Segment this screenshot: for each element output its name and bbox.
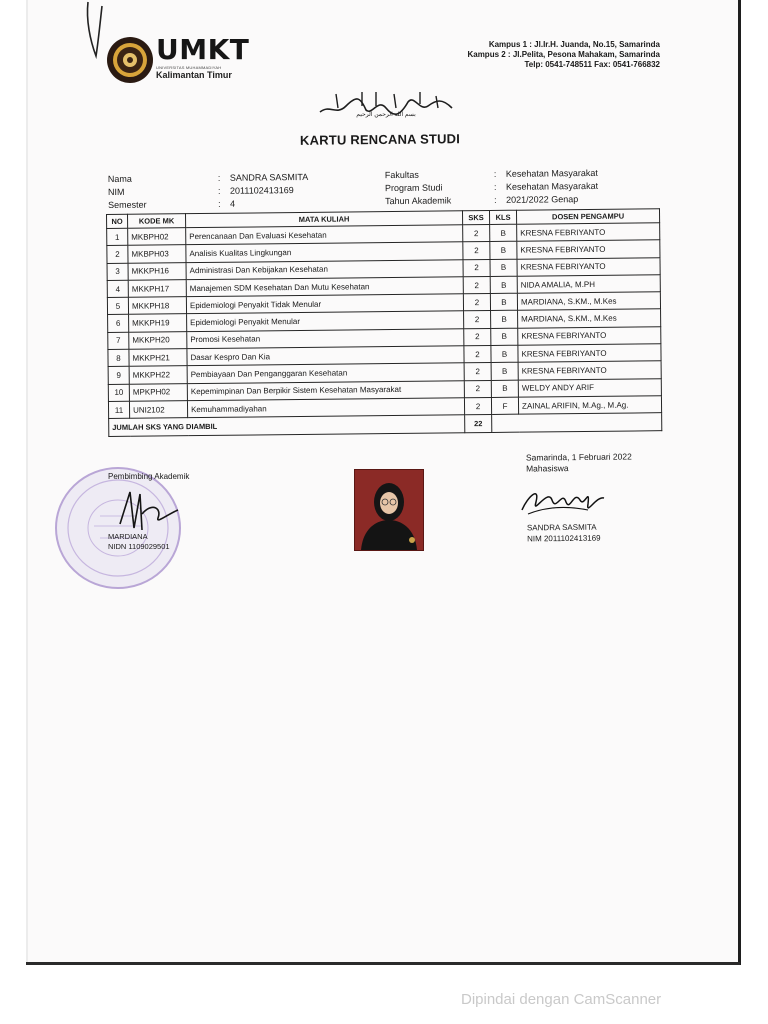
cell-no: 2 xyxy=(107,246,128,264)
cell-dosen: WELDY ANDY ARIF xyxy=(518,378,661,397)
cell-matakuliah: Analisis Kualitas Lingkungan xyxy=(186,242,463,262)
cell-kode: UNI2102 xyxy=(129,401,187,419)
colon: : xyxy=(494,194,497,205)
cell-sks: 2 xyxy=(463,276,490,294)
cell-dosen: KRESNA FEBRIYANTO xyxy=(517,240,660,259)
nama-label: Nama xyxy=(107,173,132,185)
colon: : xyxy=(493,168,497,179)
col-header-dosen: DOSEN PENGAMPU xyxy=(516,209,659,224)
cell-dosen: MARDIANA, S.KM., M.Kes xyxy=(517,292,660,311)
total-sks: 22 xyxy=(465,415,492,433)
pembimbing-signature xyxy=(112,484,182,536)
cell-kls: B xyxy=(491,380,518,398)
col-header-matakuliah: MATA KULIAH xyxy=(186,211,463,228)
cell-kode: MKBPH03 xyxy=(128,245,186,263)
pembimbing-identity xyxy=(108,532,170,552)
cell-kls: B xyxy=(490,293,517,311)
cell-dosen: KRESNA FEBRIYANTO xyxy=(518,344,661,363)
cell-no: 6 xyxy=(108,315,129,333)
cell-sks: 2 xyxy=(464,311,491,329)
page-edge-bottom xyxy=(26,962,740,965)
cell-dosen: KRESNA FEBRIYANTO xyxy=(517,223,660,242)
course-table xyxy=(106,208,662,436)
cell-matakuliah: Epidemiologi Penyakit Tidak Menular xyxy=(186,294,463,314)
cell-matakuliah: Epidemiologi Penyakit Menular xyxy=(187,311,464,331)
signature-place-date xyxy=(526,451,632,474)
cell-kode: MKKPH18 xyxy=(128,297,186,315)
cell-matakuliah: Dasar Kespro Dan Kia xyxy=(187,346,464,366)
cell-kode: MKKPH16 xyxy=(128,262,186,280)
colon: : xyxy=(218,198,221,209)
cell-matakuliah: Perencanaan Dan Evaluasi Kesehatan xyxy=(186,225,463,245)
tahun-label: Tahun Akademik xyxy=(385,195,452,207)
page-edge-left xyxy=(26,0,28,965)
cell-kode: MPKPH02 xyxy=(129,383,187,401)
cell-kls: B xyxy=(490,241,517,259)
cell-kode: MKKPH21 xyxy=(129,349,187,367)
pembimbing-name: MARDIANA xyxy=(108,532,148,541)
student-photo-figure xyxy=(355,470,423,550)
cell-no: 11 xyxy=(108,401,129,419)
prodi-label: Program Studi xyxy=(384,182,443,194)
cell-kls: F xyxy=(491,397,518,415)
nim-value: 2011102413169 xyxy=(229,185,294,196)
cell-kode: MKBPH02 xyxy=(128,228,186,246)
cell-sks: 2 xyxy=(463,259,490,277)
cell-sks: 2 xyxy=(464,363,491,381)
cell-dosen: MARDIANA, S.KM., M.Kes xyxy=(518,309,661,328)
cell-no: 9 xyxy=(108,367,129,385)
cell-sks: 2 xyxy=(463,242,490,260)
place-date: Samarinda, 1 Februari 2022 xyxy=(525,451,632,463)
bismillah-text: بسم الله الرحمن الرحيم xyxy=(356,112,416,118)
mahasiswa-identity xyxy=(527,522,601,545)
cell-kls: B xyxy=(491,328,518,346)
page-edge-right xyxy=(738,0,741,965)
address-line: Kampus 2 : Jl.Pelita, Pesona Mahakam, Samarinda xyxy=(467,50,660,59)
cell-kode: MKKPH20 xyxy=(129,331,187,349)
col-header-sks: SKS xyxy=(462,210,489,224)
cell-dosen: KRESNA FEBRIYANTO xyxy=(517,257,660,276)
cell-sks: 2 xyxy=(464,346,491,364)
colon: : xyxy=(217,185,221,196)
pembimbing-label: Pembimbing Akademik xyxy=(108,472,190,481)
cell-dosen: NIDA AMALIA, M.PH xyxy=(517,275,660,294)
cell-no: 3 xyxy=(107,263,128,281)
cell-kls: B xyxy=(490,276,517,294)
cell-sks: 2 xyxy=(463,294,490,312)
cell-matakuliah: Kemuhammadiyahan xyxy=(187,398,464,418)
address-line: Telp: 0541-748511 Fax: 0541-766832 xyxy=(524,60,660,69)
cell-dosen: KRESNA FEBRIYANTO xyxy=(518,361,661,380)
nim-label: NIM xyxy=(107,186,125,198)
cell-matakuliah: Pembiayaan Dan Penganggaran Kesehatan xyxy=(187,363,464,383)
cell-sks: 2 xyxy=(464,328,491,346)
cell-no: 10 xyxy=(108,384,129,402)
colon: : xyxy=(493,181,497,192)
cell-kls: B xyxy=(491,345,518,363)
logo-umkt-text: UMKT xyxy=(156,33,250,66)
umkt-logo-icon xyxy=(106,36,154,84)
tahun-value: 2021/2022 Genap xyxy=(506,194,579,205)
page-title: KARTU RENCANA STUDI xyxy=(299,131,461,148)
prodi-value: Kesehatan Masyarakat xyxy=(505,180,599,192)
fakultas-value: Kesehatan Masyarakat xyxy=(505,167,598,179)
pembimbing-nidn: NIDN 1109029501 xyxy=(108,542,170,551)
cell-dosen: ZAINAL ARIFIN, M.Ag., M.Ag. xyxy=(518,396,661,415)
cell-sks: 2 xyxy=(464,397,491,415)
cell-kls: B xyxy=(491,311,518,329)
col-header-kls: KLS xyxy=(489,210,516,224)
cell-kode: MKKPH19 xyxy=(129,314,187,332)
logo-region: Kalimantan Timur xyxy=(156,70,232,80)
fakultas-label: Fakultas xyxy=(384,169,419,181)
cell-matakuliah: Kepemimpinan Dan Berpikir Sistem Kesehatan Masyarakat xyxy=(187,380,464,400)
cell-sks: 2 xyxy=(464,380,491,398)
logo-subtext: UNIVERSITAS MUHAMMADIYAH xyxy=(156,65,222,70)
cell-kode: MKKPH17 xyxy=(128,280,186,298)
total-label: JUMLAH SKS YANG DIAMBIL xyxy=(109,415,465,436)
course-table-wrapper xyxy=(106,208,662,436)
camscanner-watermark: Dipindai dengan CamScanner xyxy=(461,991,662,1008)
colon: : xyxy=(217,172,221,183)
cell-kls: B xyxy=(490,224,517,242)
cell-no: 7 xyxy=(108,332,129,350)
campus-address xyxy=(467,40,660,70)
student-photo xyxy=(354,469,424,551)
cell-matakuliah: Promosi Kesehatan xyxy=(187,329,464,349)
student-info-right xyxy=(385,167,598,208)
cell-no: 8 xyxy=(108,349,129,367)
col-header-kode: KODE MK xyxy=(128,214,186,229)
cell-kls: B xyxy=(491,363,518,381)
total-empty xyxy=(492,413,662,432)
bismillah-calligraphy xyxy=(316,86,456,120)
student-signature xyxy=(518,476,608,520)
cell-matakuliah: Manajemen SDM Kesehatan Dan Mutu Kesehatan xyxy=(186,277,463,297)
semester-value: 4 xyxy=(230,198,236,209)
cell-sks: 2 xyxy=(463,224,490,242)
cell-kode: MKKPH22 xyxy=(129,366,187,384)
cell-no: 5 xyxy=(107,297,128,315)
mahasiswa-label: Mahasiswa xyxy=(526,463,569,474)
semester-label: Semester xyxy=(108,199,147,211)
student-info-left xyxy=(108,171,309,212)
cell-matakuliah: Administrasi Dan Kebijakan Kesehatan xyxy=(186,259,463,279)
cell-no: 1 xyxy=(107,228,128,246)
logo-wordmark xyxy=(156,33,250,80)
col-header-no: NO xyxy=(107,214,128,228)
mahasiswa-name: SANDRA SASMITA xyxy=(526,522,597,533)
nama-value: SANDRA SASMITA xyxy=(229,171,309,183)
cell-kls: B xyxy=(490,259,517,277)
cell-dosen: KRESNA FEBRIYANTO xyxy=(518,326,661,345)
mahasiswa-nim: NIM 2011102413169 xyxy=(527,533,601,544)
cell-no: 4 xyxy=(107,280,128,298)
address-line: Kampus 1 : Jl.Ir.H. Juanda, No.15, Samarinda xyxy=(488,40,660,49)
